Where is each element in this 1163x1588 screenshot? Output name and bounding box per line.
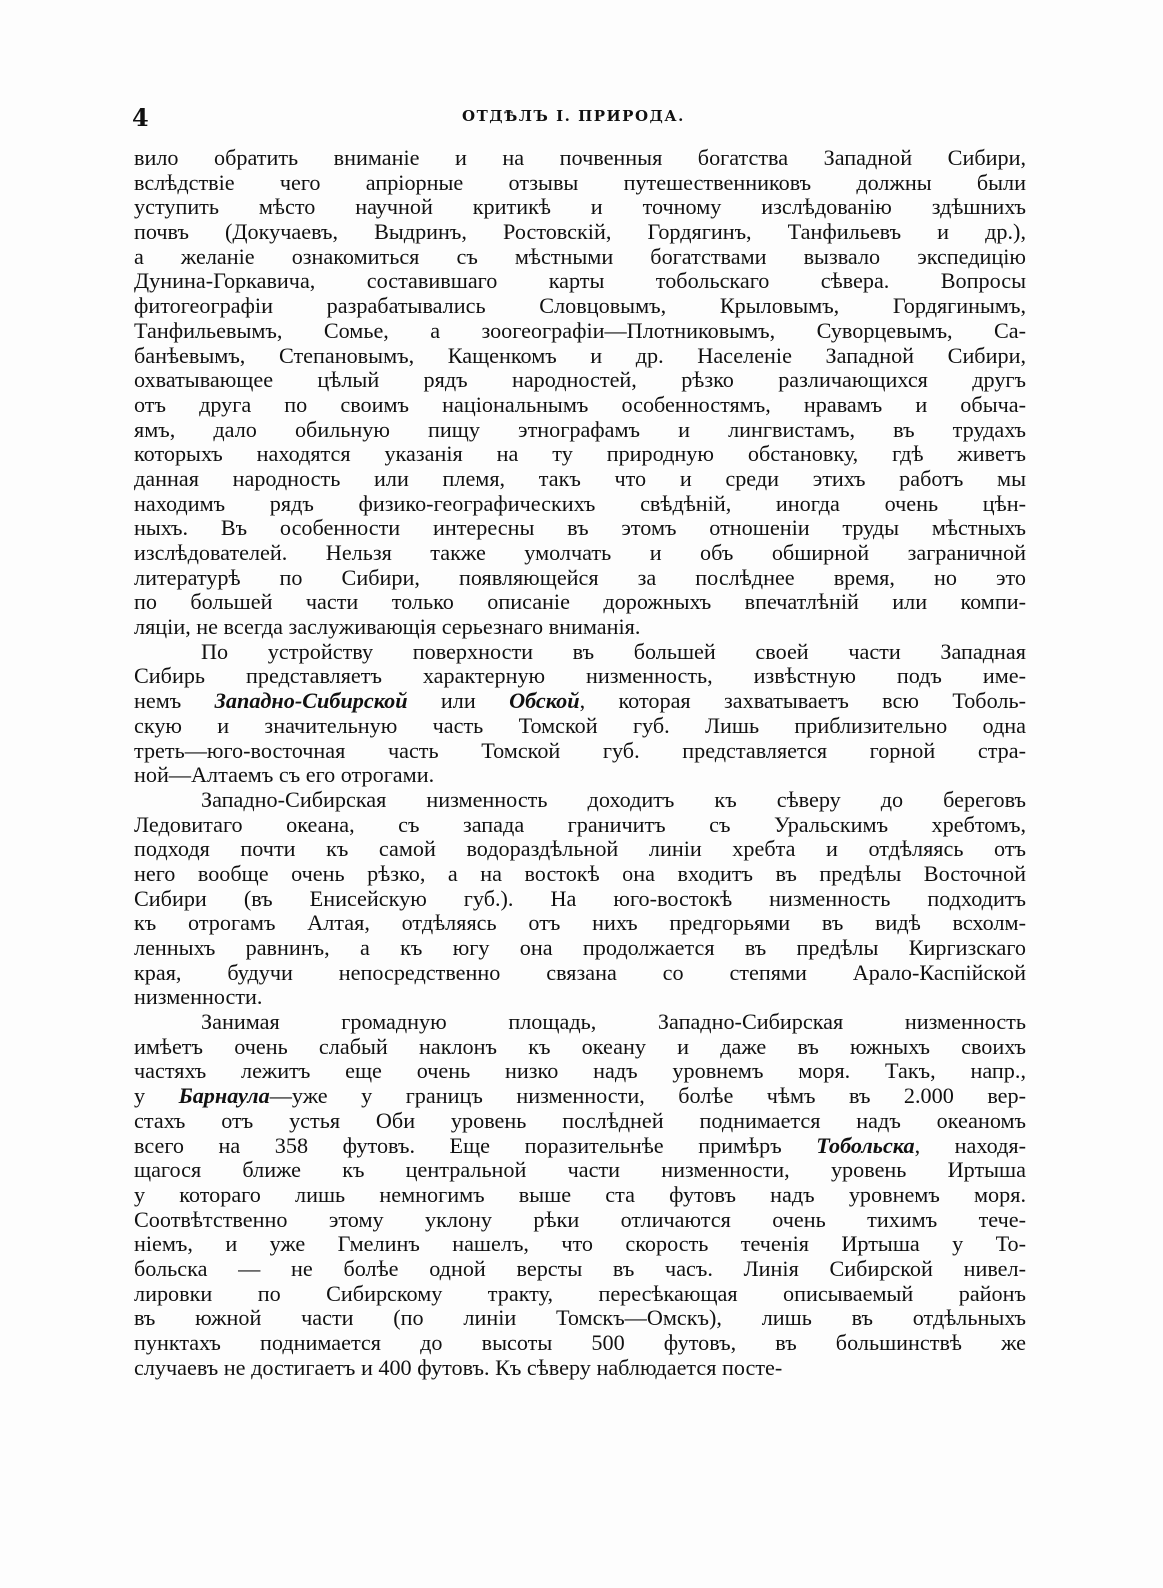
text-line: ленныхъ равнинъ, а къ югу она продолжается въ предѣлы Киргизскаго: [134, 936, 1026, 960]
text-line: Дунина-Горкавича, составившаго карты тобольскаго сѣвера. Вопросы: [134, 269, 1026, 294]
text-line: отъ друга по своимъ національнымъ особенностямъ, нравамъ и обыча-: [134, 392, 1026, 417]
text-line: къ отрогамъ Алтая, отдѣляясь отъ нихъ предгорьями въ видѣ всхолм-: [134, 911, 1026, 936]
emphasized-term: Тобольска: [816, 1133, 915, 1158]
text-line: низменности.: [134, 985, 263, 1010]
text-line: у котораго лишь немногимъ выше ста футовъ надъ уровнемъ моря.: [134, 1182, 1026, 1207]
text-line: изслѣдователей. Нельзя также умолчать и объ обширной заграничной: [134, 541, 1026, 565]
text-line: По устройству поверхности въ большей своей части Западная: [201, 639, 1026, 664]
text-line: ямъ, дало обильную пищу этнографамъ и лингвистамъ, въ трудахъ: [134, 417, 1026, 442]
emphasized-term: Обской: [509, 689, 580, 714]
text-line: стахъ отъ устья Оби уровень послѣдней поднимается надъ океаномъ: [134, 1108, 1026, 1133]
text-line: частяхъ лежитъ еще очень низко надъ уровнемъ моря. Такъ, напр.,: [134, 1059, 1026, 1084]
emphasized-term: Западно-Сибирской: [214, 689, 408, 714]
paragraph: [134, 640, 1026, 788]
text-line: него вообще очень рѣзко, а на востокѣ она входитъ въ предѣлы Восточной: [134, 861, 1026, 886]
emphasized-term: Барнаула: [178, 1084, 270, 1109]
text-line: больска — не болѣе одной версты въ часъ. Линія Сибирской нивел-: [134, 1256, 1026, 1281]
text-line: у Барнаула—уже у границъ низменности, болѣе чѣмъ въ 2.000 вер-: [134, 1084, 1026, 1109]
page-header: [132, 103, 1027, 131]
page-number: 4: [132, 103, 149, 132]
text-line: ніемъ, и уже Гмелинъ нашелъ, что скорость теченія Иртыша у То-: [134, 1232, 1026, 1257]
text-line: почвъ (Докучаевъ, Выдринъ, Ростовскій, Гордягинъ, Танфильевъ и др.),: [134, 220, 1026, 245]
text-line: щагося ближе къ центральной части низменности, уровень Иртыша: [134, 1158, 1026, 1183]
text-line: ныхъ. Въ особенности интересны въ этомъ отношеніи труды мѣстныхъ: [134, 516, 1026, 541]
text-line: Сибири (въ Енисейскую губ.). На юго-востокѣ низменность подходитъ: [134, 886, 1026, 911]
text-line: вило обратить вниманіе и на почвенныя богатства Западной Сибири,: [134, 146, 1026, 170]
text-line: фитогеографіи разрабатывались Словцовымъ, Крыловымъ, Гордягинымъ,: [134, 294, 1026, 319]
text-line: лировки по Сибирскому тракту, пересѣкающая описываемый районъ: [134, 1281, 1026, 1306]
paragraph: [134, 146, 1026, 640]
text-line: по большей части только описаніе дорожныхъ впечатлѣній или компи-: [134, 590, 1026, 615]
paragraph: [134, 788, 1026, 1010]
paragraph: [134, 1010, 1026, 1380]
text-line: Танфильевымъ, Сомье, а зоогеографіи—Плотниковымъ, Суворцевымъ, Са-: [134, 318, 1026, 343]
text-line: которыхъ находятся указанія на ту природную обстановку, гдѣ живетъ: [134, 442, 1026, 467]
text-line: всего на 358 футовъ. Еще поразительнѣе примѣръ Тобольска, находя-: [134, 1133, 1026, 1158]
text-line: треть—юго-восточная часть Томской губ. представляется горной стра-: [134, 738, 1026, 763]
text-line: въ южной части (по линіи Томскъ—Омскъ), лишь въ отдѣльныхъ: [134, 1306, 1026, 1331]
text-line: банѣевымъ, Степановымъ, Кащенкомъ и др. Населеніе Западной Сибири,: [134, 343, 1026, 368]
text-line: пунктахъ поднимается до высоты 500 футовъ, въ большинствѣ же: [134, 1331, 1026, 1355]
text-line: ляціи, не всегда заслуживающія серьезнаго вниманія.: [134, 615, 641, 640]
text-line: края, будучи непосредственно связана со степями Арало-Каспійской: [134, 960, 1026, 985]
running-title: ОТДѢЛЪ I. ПРИРОДА.: [462, 107, 685, 125]
text-line: Занимая громадную площадь, Западно-Сибирская низменность: [201, 1010, 1026, 1035]
text-line: подходя почти къ самой водораздѣльной линіи хребта и отдѣляясь отъ: [134, 837, 1026, 862]
text-line: вслѣдствіе чего апріорные отзывы путешественниковъ должны были: [134, 170, 1026, 195]
text-line: случаевъ не достигаетъ и 400 футовъ. Къ сѣверу наблюдается посте-: [134, 1355, 783, 1380]
text-line: имѣетъ очень слабый наклонъ къ океану и даже въ южныхъ своихъ: [134, 1034, 1026, 1059]
text-line: скую и значительную часть Томской губ. Лишь приблизительно одна: [134, 713, 1026, 738]
text-line: литературѣ по Сибири, появляющейся за послѣднее время, но это: [134, 565, 1026, 590]
text-line: Соотвѣтственно этому уклону рѣки отличаются очень тихимъ тече-: [134, 1207, 1026, 1232]
text-line: находимъ рядъ физико-географическихъ свѣдѣній, иногда очень цѣн-: [134, 491, 1026, 516]
text-line: а желаніе ознакомиться съ мѣстными богатствами вызвало экспедицію: [134, 244, 1026, 269]
text-line: Ледовитаго океана, съ запада граничитъ съ Уральскимъ хребтомъ,: [134, 812, 1026, 837]
text-line: охватывающее цѣлый рядъ народностей, рѣзко различающихся другъ: [134, 368, 1026, 393]
page-body: [134, 146, 1026, 1380]
text-line: немъ Западно-Сибирской или Обской, которая захватываетъ всю Тоболь-: [134, 689, 1026, 714]
text-line: Западно-Сибирская низменность доходитъ къ сѣверу до береговъ: [201, 787, 1026, 812]
text-line: Сибирь представляетъ характерную низменность, извѣстную подъ име-: [134, 664, 1026, 689]
text-line: уступить мѣсто научной критикѣ и точному изслѣдованію здѣшнихъ: [134, 195, 1026, 220]
text-line: ной—Алтаемъ съ его отрогами.: [134, 763, 435, 788]
text-line: данная народность или племя, такъ что и среди этихъ работъ мы: [134, 466, 1026, 491]
